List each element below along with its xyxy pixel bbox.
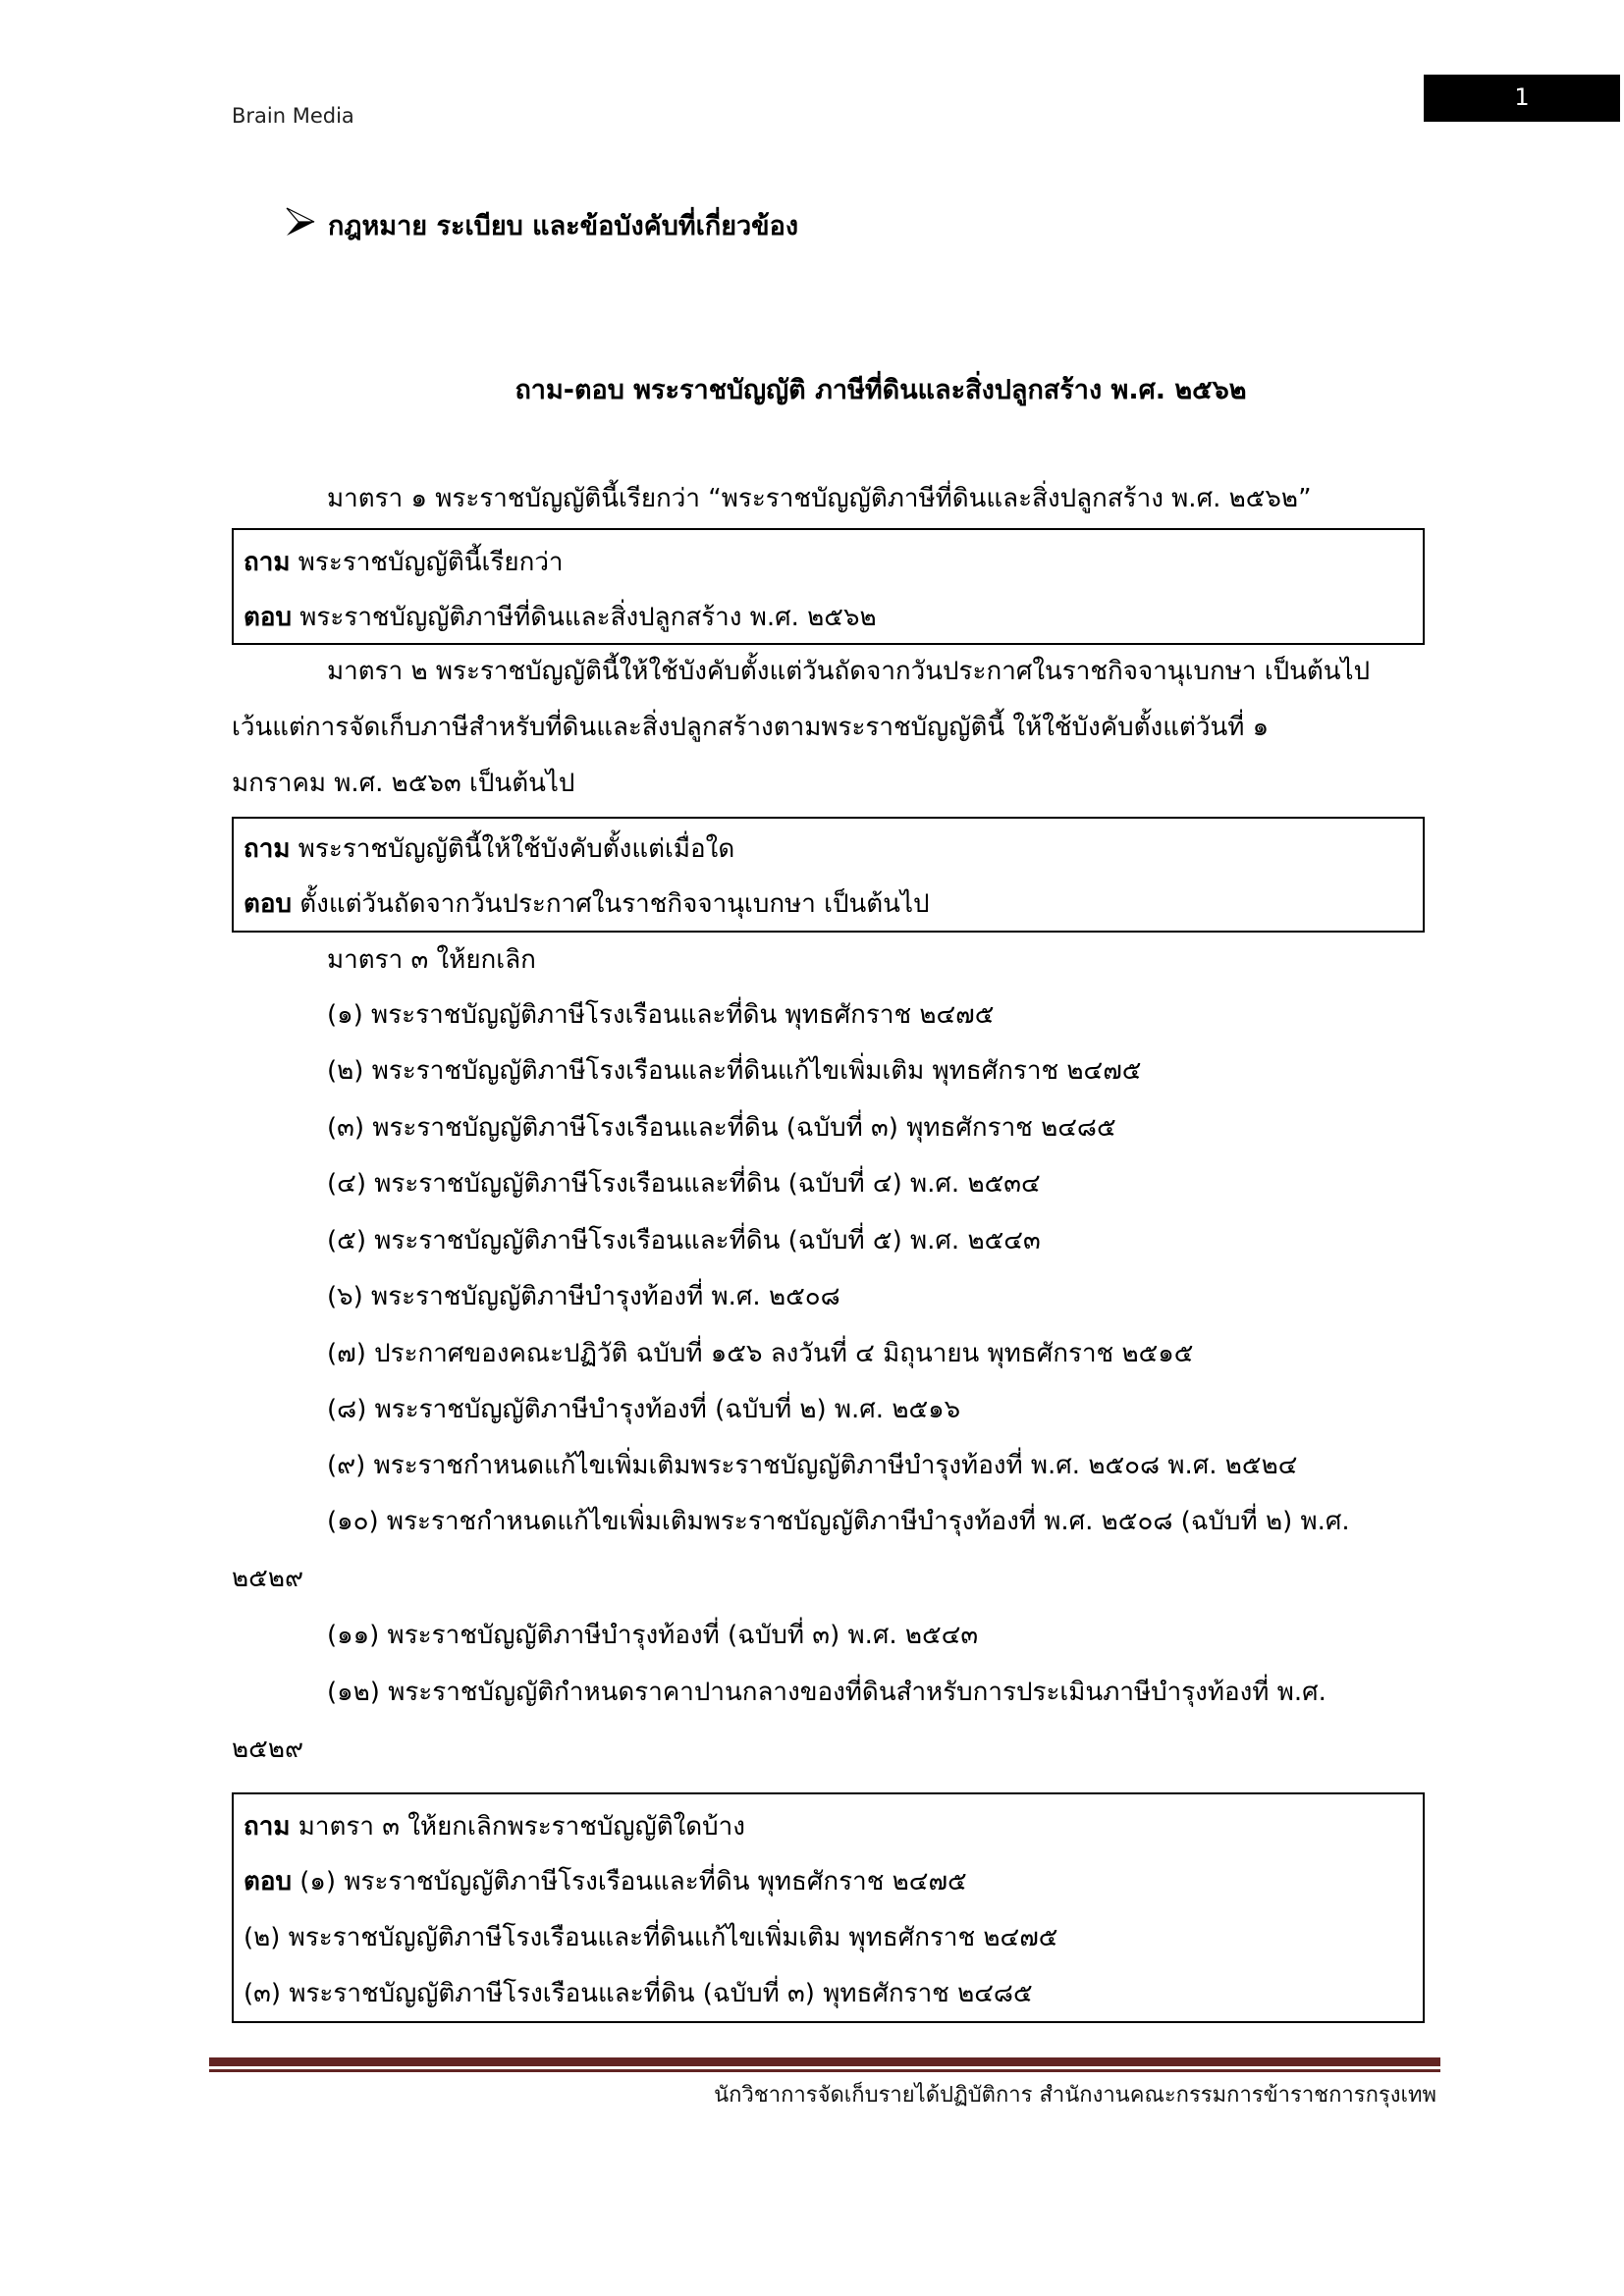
qa-question — [244, 1806, 745, 1846]
document-title: ถาม-ตอบ พระราชบัญญัติ ภาษีที่ดินและสิ่งปลูกสร้าง พ.ศ. ๒๕๖๒ — [514, 375, 1247, 405]
answer-text: พระราชบัญญัติภาษีที่ดินและสิ่งปลูกสร้าง พ.ศ. ๒๕๖๒ — [292, 603, 877, 632]
qa-box-2 — [232, 817, 1425, 933]
page-number-badge: 1 — [1424, 75, 1620, 122]
repeal-item-continuation: ๒๕๒๙ — [232, 1564, 303, 1593]
section-3-intro: มาตรา ๓ ให้ยกเลิก — [327, 945, 536, 975]
answer-label: ตอบ — [244, 603, 293, 632]
repeal-item: (๖) พระราชบัญญัติภาษีบำรุงท้องที่ พ.ศ. ๒๕๐๘ — [327, 1282, 840, 1311]
section-heading: กฎหมาย ระเบียบ และข้อบังคับที่เกี่ยวข้อง — [328, 211, 799, 241]
qa-answer-continuation: (๓) พระราชบัญญัติภาษีโรงเรือนและที่ดิน (ฉบับที่ ๓) พุทธศักราช ๒๔๘๕ — [244, 1979, 1033, 2008]
section-2-line: มกราคม พ.ศ. ๒๕๖๓ เป็นต้นไป — [232, 769, 575, 798]
question-label: ถาม — [244, 834, 291, 864]
repeal-item: (๘) พระราชบัญญัติภาษีบำรุงท้องที่ (ฉบับที่ ๒) พ.ศ. ๒๕๑๖ — [327, 1395, 961, 1424]
repeal-item: (๓) พระราชบัญญัติภาษีโรงเรือนและที่ดิน (ฉบับที่ ๓) พุทธศักราช ๒๔๘๕ — [327, 1113, 1116, 1143]
repeal-item: (๑) พระราชบัญญัติภาษีโรงเรือนและที่ดิน พุทธศักราช ๒๔๗๕ — [327, 1000, 995, 1030]
footer-rule-thick — [209, 2057, 1440, 2066]
footer-text: นักวิชาการจัดเก็บรายได้ปฏิบัติการ สำนักงานคณะกรรมการข้าราชการกรุงเทพ — [714, 2083, 1436, 2108]
question-label: ถาม — [244, 548, 291, 577]
section-1-text: มาตรา ๑ พระราชบัญญัตินี้เรียกว่า “พระราชบัญญัติภาษีที่ดินและสิ่งปลูกสร้าง พ.ศ. ๒๕๖๒” — [327, 484, 1312, 513]
qa-box-3 — [232, 1792, 1425, 2023]
qa-question — [244, 542, 564, 582]
header-brand: Brain Media — [232, 104, 354, 128]
repeal-item: (๑๑) พระราชบัญญัติภาษีบำรุงท้องที่ (ฉบับที่ ๓) พ.ศ. ๒๕๔๓ — [327, 1621, 979, 1650]
repeal-item: (๑๐) พระราชกำหนดแก้ไขเพิ่มเติมพระราชบัญญัติภาษีบำรุงท้องที่ พ.ศ. ๒๕๐๘ (ฉบับที่ ๒) พ.ศ. — [327, 1507, 1350, 1536]
answer-text: (๑) พระราชบัญญัติภาษีโรงเรือนและที่ดิน พุทธศักราช ๒๔๗๕ — [292, 1867, 967, 1896]
repeal-item: (๒) พระราชบัญญัติภาษีโรงเรือนและที่ดินแก้ไขเพิ่มเติม พุทธศักราช ๒๔๗๕ — [327, 1056, 1142, 1086]
qa-answer-continuation: (๒) พระราชบัญญัติภาษีโรงเรือนและที่ดินแก้ไขเพิ่มเติม พุทธศักราช ๒๔๗๕ — [244, 1923, 1058, 1952]
qa-box-1 — [232, 528, 1425, 645]
question-text: มาตรา ๓ ให้ยกเลิกพระราชบัญญัติใดบ้าง — [290, 1812, 745, 1842]
question-label: ถาม — [244, 1812, 291, 1842]
section-2-line: มาตรา ๒ พระราชบัญญัตินี้ให้ใช้บังคับตั้งแต่วันถัดจากวันประกาศในราชกิจจานุเบกษา เป็นต้นไป — [327, 657, 1371, 686]
footer-rule-thin — [209, 2069, 1440, 2072]
qa-question — [244, 828, 734, 869]
repeal-item: (๔) พระราชบัญญัติภาษีโรงเรือนและที่ดิน (ฉบับที่ ๔) พ.ศ. ๒๕๓๔ — [327, 1169, 1041, 1199]
qa-answer — [244, 1861, 967, 1901]
qa-answer — [244, 597, 877, 637]
qa-answer — [244, 883, 930, 924]
repeal-item: (๙) พระราชกำหนดแก้ไขเพิ่มเติมพระราชบัญญัติภาษีบำรุงท้องที่ พ.ศ. ๒๕๐๘ พ.ศ. ๒๕๒๔ — [327, 1451, 1298, 1480]
answer-text: ตั้งแต่วันถัดจากวันประกาศในราชกิจจานุเบกษา เป็นต้นไป — [292, 889, 930, 919]
repeal-item: (๕) พระราชบัญญัติภาษีโรงเรือนและที่ดิน (ฉบับที่ ๕) พ.ศ. ๒๕๔๓ — [327, 1226, 1041, 1255]
question-text: พระราชบัญญัตินี้เรียกว่า — [290, 548, 564, 577]
repeal-item: (๗) ประกาศของคณะปฏิวัติ ฉบับที่ ๑๕๖ ลงวันที่ ๔ มิถุนายน พุทธศักราช ๒๕๑๕ — [327, 1339, 1194, 1368]
repeal-item: (๑๒) พระราชบัญญัติกำหนดราคาปานกลางของที่ดินสำหรับการประเมินภาษีบำรุงท้องที่ พ.ศ. — [327, 1678, 1326, 1707]
arrow-bullet-icon — [285, 206, 316, 238]
answer-label: ตอบ — [244, 889, 293, 919]
answer-label: ตอบ — [244, 1867, 293, 1896]
repeal-item-continuation: ๒๕๒๙ — [232, 1735, 303, 1764]
question-text: พระราชบัญญัตินี้ให้ใช้บังคับตั้งแต่เมื่อใด — [290, 834, 735, 864]
section-2-line: เว้นแต่การจัดเก็บภาษีสำหรับที่ดินและสิ่งปลูกสร้างตามพระราชบัญญัตินี้ ให้ใช้บังคับตั้งแต่วันที่ ๑ — [232, 713, 1270, 742]
